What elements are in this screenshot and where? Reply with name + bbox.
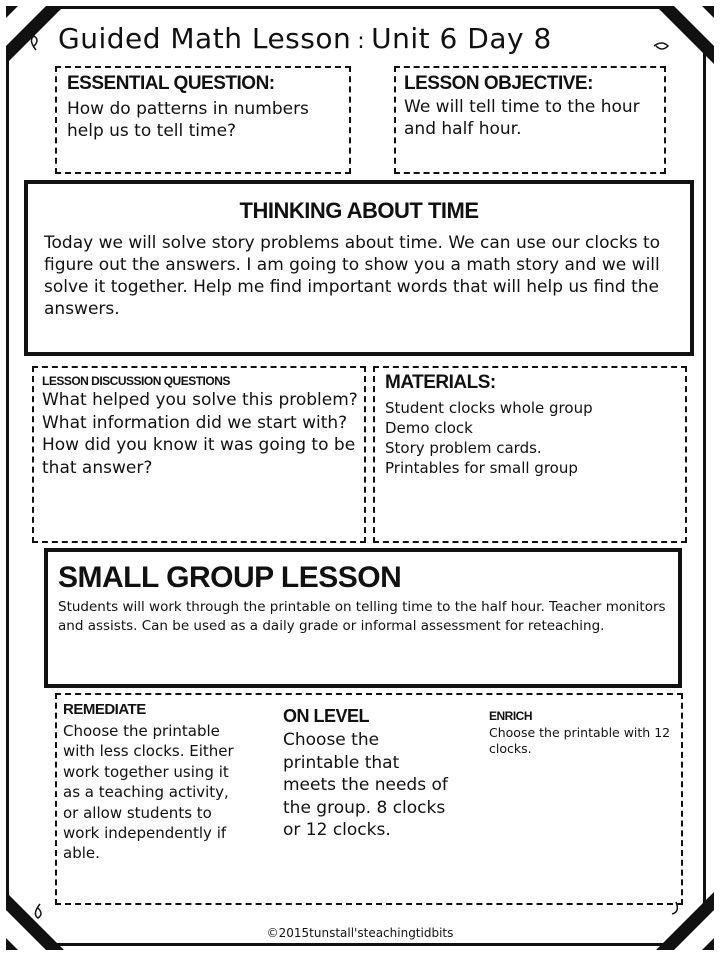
small-group-lesson-text: Students will work through the printable on telling time to the half hour. Teacher monitors and assists. Can be used as a daily grade or informal assessment for reteaching. bbox=[58, 599, 666, 634]
enrich-text: Choose the printable with 12 clocks. bbox=[489, 725, 671, 756]
page-title bbox=[58, 22, 658, 55]
discussion-questions-text: What helped you solve this problem? What information did we start with? How did you know it was going to be that answer? bbox=[42, 390, 358, 478]
essential-question-text: How do patterns in numbers help us to tell time? bbox=[67, 99, 309, 141]
title-unit-day: Unit 6 Day 8 bbox=[371, 22, 552, 55]
small-group-lesson-heading: SMALL GROUP LESSON bbox=[58, 561, 402, 594]
remediate-text: Choose the printable with less clocks. Either work together using it as a teaching activity, or allow students to work independently if able. bbox=[63, 722, 234, 863]
essential-question-box bbox=[55, 66, 351, 174]
title-lesson: Guided Math Lesson bbox=[58, 22, 352, 55]
materials-item: Story problem cards. bbox=[385, 439, 542, 457]
remediate-column bbox=[63, 701, 241, 864]
remediate-heading: REMEDIATE bbox=[63, 701, 146, 718]
discussion-questions-heading: LESSON DISCUSSION QUESTIONS bbox=[42, 374, 230, 388]
lesson-objective-heading: LESSON OBJECTIVE: bbox=[404, 73, 593, 94]
enrich-column bbox=[489, 709, 677, 757]
on-level-text: Choose the printable that meets the needs of the group. 8 clocks or 12 clocks. bbox=[283, 730, 448, 841]
thinking-about-time-box bbox=[24, 180, 694, 356]
lesson-objective-text: We will tell time to the hour and half hour. bbox=[404, 97, 640, 139]
on-level-column bbox=[283, 705, 453, 842]
enrich-heading: ENRICH bbox=[489, 709, 533, 723]
small-group-lesson-box bbox=[44, 548, 682, 688]
differentiation-box bbox=[55, 693, 683, 905]
copyright-footer: ©2015tunstall'steachingtidbits bbox=[266, 926, 454, 940]
on-level-heading: ON LEVEL bbox=[283, 706, 370, 726]
materials-item: Demo clock bbox=[385, 419, 473, 437]
materials-item: Student clocks whole group bbox=[385, 399, 593, 417]
discussion-questions-box bbox=[32, 366, 366, 543]
materials-item: Printables for small group bbox=[385, 459, 578, 477]
thinking-about-time-heading: THINKING ABOUT TIME bbox=[239, 198, 479, 223]
essential-question-heading: ESSENTIAL QUESTION: bbox=[67, 73, 275, 94]
materials-list bbox=[385, 398, 677, 478]
lesson-objective-box bbox=[394, 66, 666, 174]
materials-heading: MATERIALS: bbox=[385, 372, 496, 393]
materials-box bbox=[373, 366, 687, 543]
title-separator: : bbox=[357, 29, 366, 54]
thinking-about-time-text: Today we will solve story problems about time. We can use our clocks to figure out the answers. I am going to show you a math story and we will solve it together. Help me find important words that will help us find the answers. bbox=[44, 233, 661, 319]
